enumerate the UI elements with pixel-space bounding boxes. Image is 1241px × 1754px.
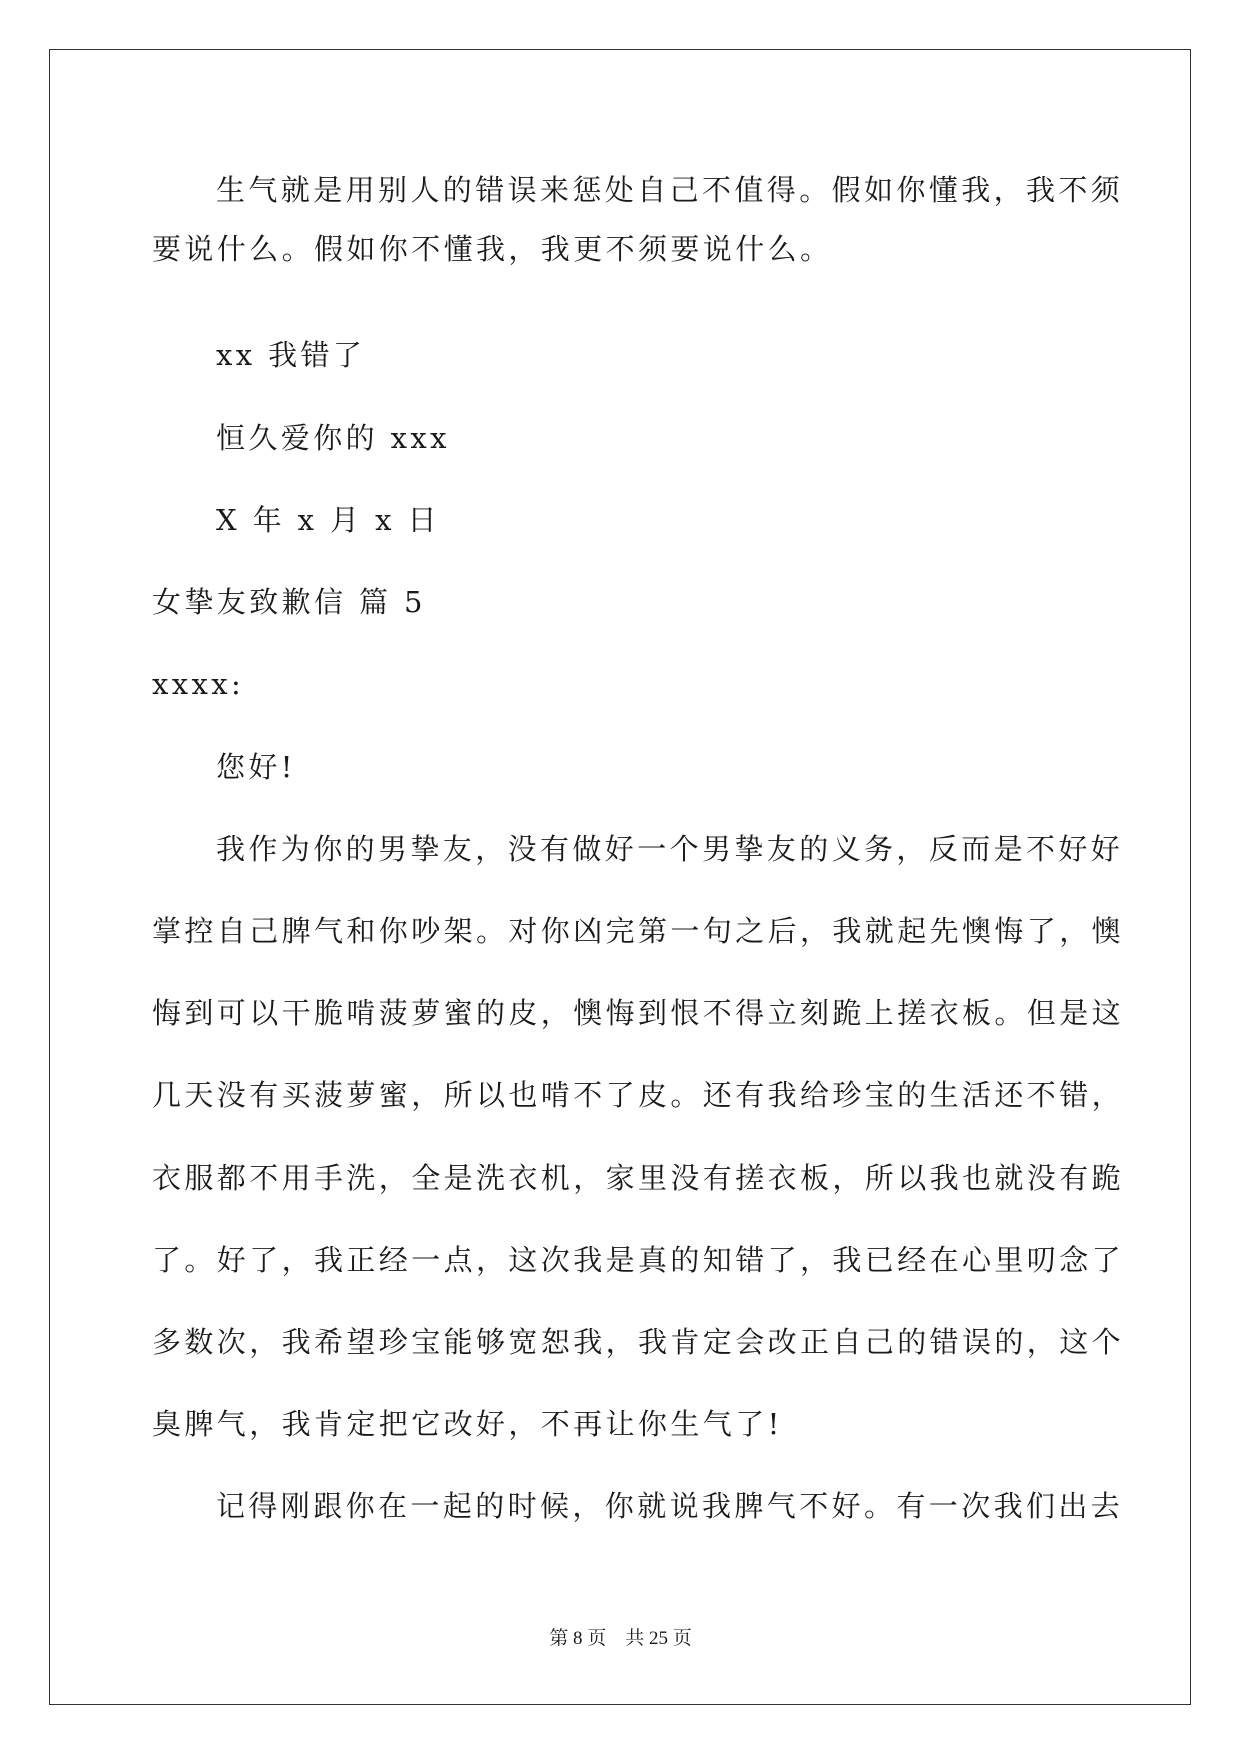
- page-number: 第 8 页 共 25 页: [549, 1628, 692, 1649]
- section-heading: 女挚友致歉信 篇 5: [152, 585, 426, 619]
- paragraph-line: 记得刚跟你在一起的时候，你就说我脾气不好。有一次我们出去: [216, 1489, 1124, 1523]
- paragraph-line: 我作为你的男挚友，没有做好一个男挚友的义务，反而是不好好: [216, 832, 1124, 866]
- paragraph-line: 悔到可以干脆啃菠萝蜜的皮，懊悔到恨不得立刻跪上搓衣板。但是这: [152, 996, 1125, 1030]
- signature-line: 恒久爱你的 xxx: [216, 421, 450, 455]
- paragraph-line: 掌控自己脾气和你吵架。对你凶完第一句之后，我就起先懊悔了，懊: [152, 914, 1125, 948]
- paragraph-line: 了。好了，我正经一点，这次我是真的知错了，我已经在心里叨念了: [152, 1243, 1125, 1277]
- paragraph-line: xx 我错了: [216, 338, 366, 372]
- paragraph-line: 几天没有买菠萝蜜，所以也啃不了皮。还有我给珍宝的生活还不错，: [152, 1078, 1125, 1112]
- paragraph-line: 生气就是用别人的错误来惩处自己不值得。假如你懂我，我不须: [216, 173, 1124, 207]
- page-border: [49, 49, 1191, 1705]
- date-line: X 年 x 月 x 日: [216, 503, 440, 537]
- salutation: xxxx:: [152, 667, 245, 701]
- greeting: 您好!: [216, 750, 296, 784]
- paragraph-line: 臭脾气，我肯定把它改好，不再让你生气了!: [152, 1407, 783, 1441]
- paragraph-line: 衣服都不用手洗，全是洗衣机，家里没有搓衣板，所以我也就没有跪: [152, 1161, 1125, 1195]
- paragraph-line: 要说什么。假如你不懂我，我更不须要说什么。: [152, 232, 833, 266]
- paragraph-line: 多数次，我希望珍宝能够宽恕我，我肯定会改正自己的错误的，这个: [152, 1325, 1125, 1359]
- page-footer: [0, 1626, 1241, 1652]
